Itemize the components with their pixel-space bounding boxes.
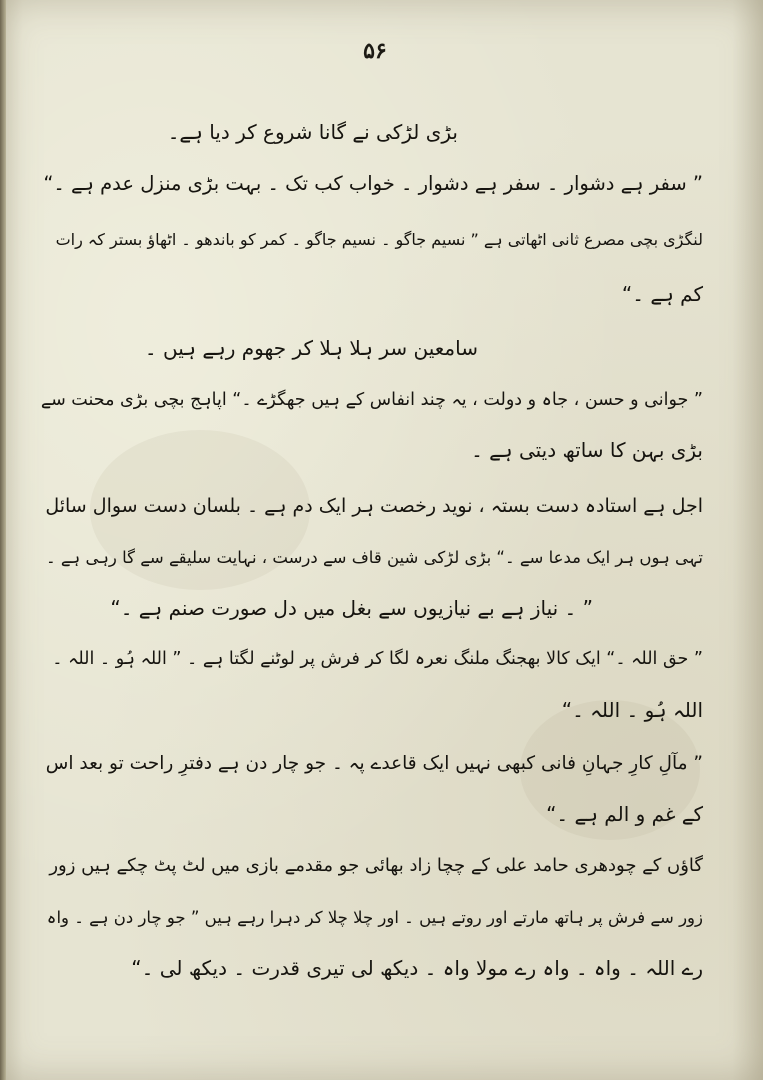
text-line: کے غم و الم ہے ۔“: [546, 802, 703, 826]
text-line: ” ۔ نیاز ہے بے نیازیوں سے بغل میں دل صورت صنم ہے ۔“: [110, 596, 593, 620]
text-line: سامعین سر ہلا ہلا کر جھوم رہے ہیں ۔: [144, 336, 478, 360]
text-line: ” سفر ہے دشوار ۔ سفر ہے دشوار ۔ خواب کب تک ۔ بہت بڑی منزل عدم ہے ۔“: [43, 172, 703, 195]
text-line: کم ہے ۔“: [621, 282, 703, 306]
text-line: اجل ہے استادہ دست بستہ ، نوید رخصت ہر ایک دم ہے ۔ بلسان دست سوال سائل: [45, 495, 703, 517]
text-line: گاؤں کے چودھری حامد علی کے چچا زاد بھائی جو مقدمے بازی میں لٹ پٹ چکے ہیں زور: [49, 855, 703, 876]
text-line: بڑی بہن کا ساتھ دیتی ہے ۔: [471, 438, 703, 462]
text-line: رے اللہ ۔ واہ ۔ واہ رے مولا واہ ۔ دیکھ لی تیری قدرت ۔ دیکھ لی ۔“: [131, 956, 703, 980]
text-line: لنگڑی بچی مصرع ثانی اٹھاتی ہے ” نسیم جاگو ۔ نسیم جاگو ۔ کمر کو باندھو ۔ اٹھاؤ بستر کہ رات: [55, 230, 703, 249]
text-line: اللہ ہُو ۔ اللہ ۔“: [561, 698, 703, 722]
text-line: زور سے فرش پر ہاتھ مارتے اور روتے ہیں ۔ اور چلا چلا کر دہرا رہے ہیں ” جو چار دن ہے ۔ واہ: [46, 908, 703, 927]
page-binding-edge: [0, 0, 6, 1080]
text-line: بڑی لڑکی نے گانا شروع کر دیا ہے۔: [167, 120, 458, 144]
text-line: ” حق اللہ ۔“ ایک کالا بھجنگ ملنگ نعرہ لگا کر فرش پر لوٹنے لگتا ہے ۔ ” اللہ ہُو ۔ اللہ ۔: [52, 649, 703, 669]
text-line: تہی ہوں ہر ایک مدعا سے ۔“ بڑی لڑکی شین قاف سے درست ، نہایت سلیقے سے گا رہی ہے ۔: [45, 548, 703, 567]
text-line: ” مآلِ کارِ جہانِ فانی کبھی نہیں ایک قاعدے پہ ۔ جو چار دن ہے دفترِ راحت تو بعد اس: [45, 753, 703, 774]
text-line: ” جوانی و حسن ، جاہ و دولت ، یہ چند انفاس کے ہیں جھگڑے ۔“ اپاہج بچی بڑی محنت سے: [40, 390, 703, 410]
page-number: ۵۶: [363, 38, 387, 64]
